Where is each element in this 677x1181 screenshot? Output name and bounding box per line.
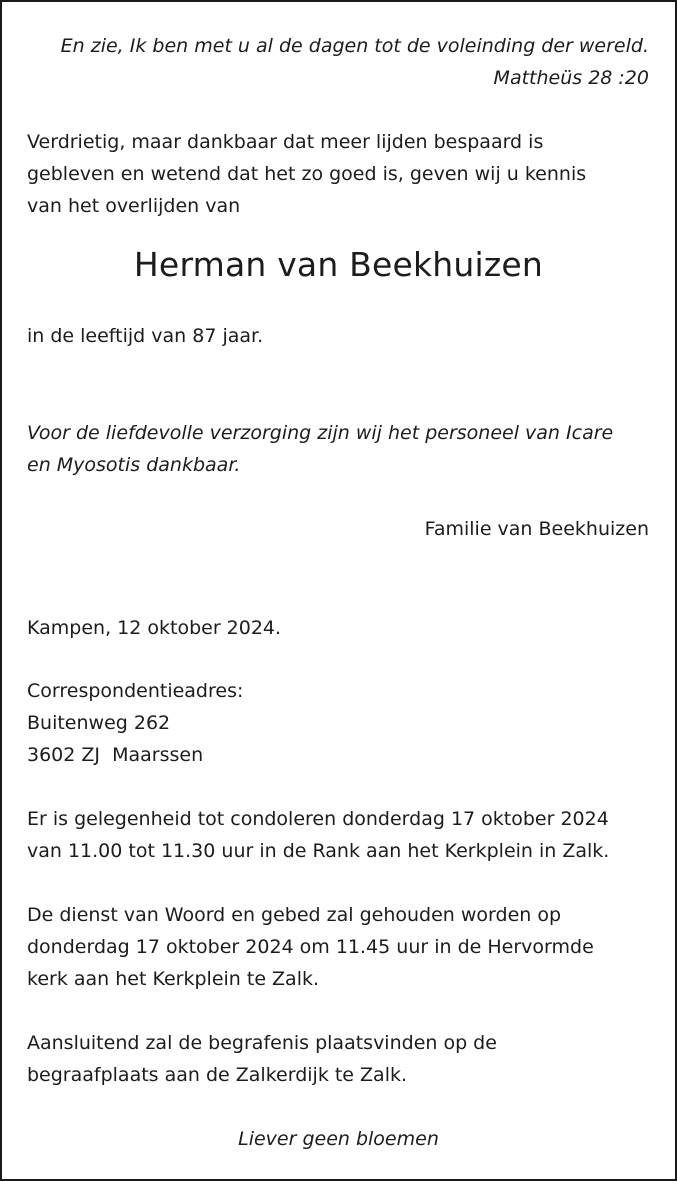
thanks-line: Voor de liefdevolle verzorging zijn wij het personeel van Icare xyxy=(27,422,614,444)
service-paragraph xyxy=(27,899,649,995)
age-line: in de leeftijd van 87 jaar. xyxy=(27,325,264,347)
address-label: Correspondentieadres: xyxy=(27,680,244,702)
intro-line: Verdrietig, maar dankbaar dat meer lijden bespaard is xyxy=(27,131,544,153)
deceased-name: Herman van Beekhuizen xyxy=(133,245,544,284)
place-date: Kampen, 12 oktober 2024. xyxy=(27,617,282,639)
quote-text: En zie, Ik ben met u al de dagen tot de voleinding der wereld. xyxy=(60,35,649,57)
thanks-line: en Myosotis dankbaar. xyxy=(27,454,241,476)
closing-note: Liever geen bloemen xyxy=(238,1128,439,1150)
address-street: Buitenweg 262 xyxy=(27,712,171,734)
burial-paragraph xyxy=(27,1027,649,1091)
condolence-paragraph xyxy=(27,803,649,867)
service-line: kerk aan het Kerkplein te Zalk. xyxy=(27,968,320,990)
intro-line: gebleven en wetend dat het zo goed is, geven wij u kennis xyxy=(27,163,587,185)
service-line: donderdag 17 oktober 2024 om 11.45 uur in de Hervormde xyxy=(27,936,594,958)
thanks-paragraph xyxy=(27,417,649,481)
address-city: 3602 ZJ Maarssen xyxy=(27,744,204,766)
quote-reference: Mattheüs 28 :20 xyxy=(493,67,649,89)
intro-paragraph xyxy=(27,126,649,222)
correspondence-address xyxy=(27,675,649,771)
burial-line: Aansluitend zal de begrafenis plaatsvinden op de xyxy=(27,1032,497,1054)
burial-line: begraafplaats aan de Zalkerdijk te Zalk. xyxy=(27,1064,408,1086)
condolence-line: Er is gelegenheid tot condoleren donderdag 17 oktober 2024 xyxy=(27,808,609,830)
intro-line: van het overlijden van xyxy=(27,195,241,217)
family-signature: Familie van Beekhuizen xyxy=(424,518,649,540)
service-line: De dienst van Woord en gebed zal gehouden worden op xyxy=(27,904,562,926)
quote-block xyxy=(61,30,649,94)
condolence-line: van 11.00 tot 11.30 uur in de Rank aan het Kerkplein in Zalk. xyxy=(27,840,610,862)
